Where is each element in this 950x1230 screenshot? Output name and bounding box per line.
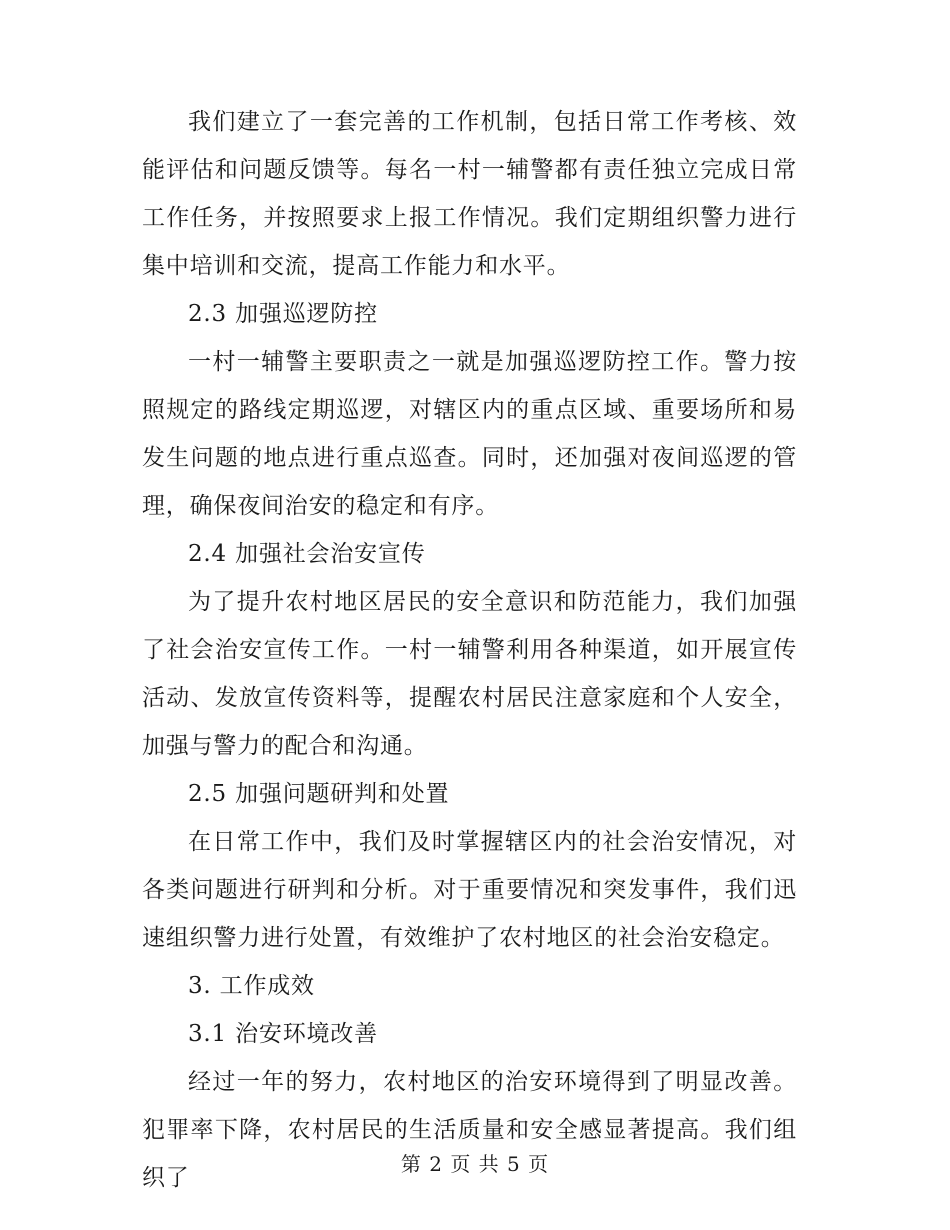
page-number-footer: 第 2 页 共 5 页 bbox=[400, 1152, 550, 1176]
heading-2-4: 2.4 加强社会治安宣传 bbox=[188, 541, 426, 567]
paragraph-publicity: 为了提升农村地区居民的安全意识和防范能力，我们加强了社会治安宣传工作。一村一辅警利用各种渠道，如开展宣传活动、发放宣传资料等，提醒农村居民注意家庭和个人安全，加强与警力的配合和沟通。 bbox=[142, 589, 797, 759]
heading-3: 3. 工作成效 bbox=[188, 973, 315, 999]
paragraph-patrol: 一村一辅警主要职责之一就是加强巡逻防控工作。警力按照规定的路线定期巡逻，对辖区内的重点区域、重要场所和易发生问题的地点进行重点巡查。同时，还加强对夜间巡逻的管理，确保夜间治安的稳定和有序。 bbox=[142, 349, 797, 519]
paragraph-results: 经过一年的努力，农村地区的治安环境得到了明显改善。犯罪率下降，农村居民的生活质量和安全感显著提高。我们组织了 bbox=[142, 1069, 797, 1191]
heading-2-3: 2.3 加强巡逻防控 bbox=[188, 301, 378, 327]
heading-3-1: 3.1 治安环境改善 bbox=[188, 1021, 378, 1047]
heading-2-5: 2.5 加强问题研判和处置 bbox=[188, 781, 450, 807]
document-body bbox=[142, 98, 797, 1202]
paragraph-work-mechanism: 我们建立了一套完善的工作机制，包括日常工作考核、效能评估和问题反馈等。每名一村一辅警都有责任独立完成日常工作任务，并按照要求上报工作情况。我们定期组织警力进行集中培训和交流，提高工作能力和水平。 bbox=[142, 109, 797, 279]
paragraph-analysis: 在日常工作中，我们及时掌握辖区内的社会治安情况，对各类问题进行研判和分析。对于重要情况和突发事件，我们迅速组织警力进行处置，有效维护了农村地区的社会治安稳定。 bbox=[142, 829, 797, 951]
